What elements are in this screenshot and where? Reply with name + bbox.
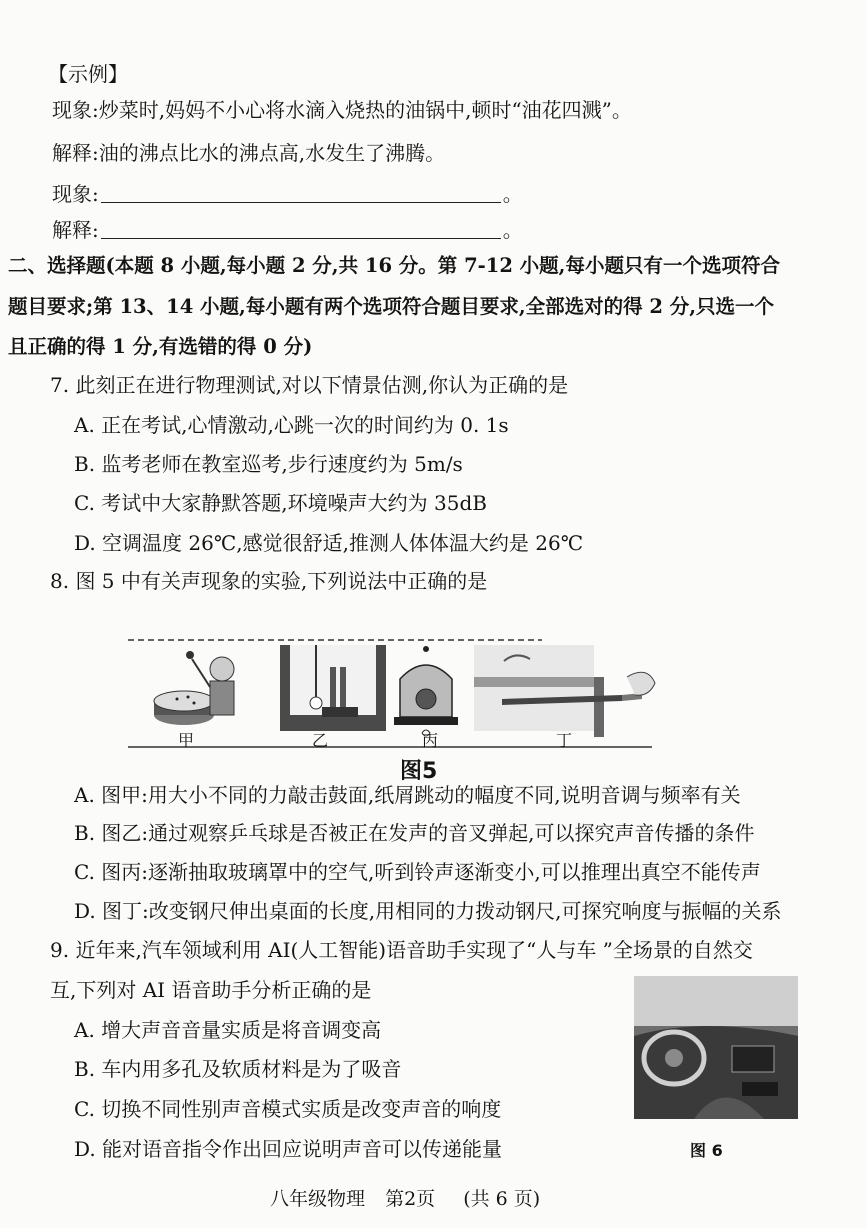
q9-option-c: C. 切换不同性别声音模式实质是改变声音的响度 bbox=[74, 1097, 502, 1121]
q9-option-a: A. 增大声音音量实质是将音调变高 bbox=[74, 1018, 382, 1042]
q9-stem-line2: 互,下列对 AI 语音助手分析正确的是 bbox=[50, 978, 372, 1002]
q8-stem: 8. 图 5 中有关声现象的实验,下列说法中正确的是 bbox=[50, 569, 488, 593]
fill-explanation-blank bbox=[101, 220, 501, 239]
tuning-fork-figure bbox=[280, 645, 386, 731]
section2-line1: 二、选择题(本题 8 小题,每小题 2 分,共 16 分。第 7-12 小题,每小题只有一个选项符合 bbox=[8, 254, 780, 277]
figure-5 bbox=[122, 637, 672, 749]
q8-option-a: A. 图甲:用大小不同的力敲击鼓面,纸屑跳动的幅度不同,说明音调与频率有关 bbox=[74, 783, 741, 807]
q7-option-b: B. 监考老师在教室巡考,步行速度约为 5m/s bbox=[74, 452, 463, 476]
ruler-figure bbox=[474, 645, 655, 737]
fill-phenomenon-period: 。 bbox=[502, 182, 523, 206]
section2-line2: 题目要求;第 13、14 小题,每小题有两个选项符合题目要求,全部选对的得 2 分,只选一个 bbox=[8, 295, 775, 318]
footer-subject: 八年级物理 bbox=[270, 1188, 366, 1210]
footer-total: (共 6 页) bbox=[463, 1188, 541, 1210]
example-phenomenon: 现象:炒菜时,妈妈不小心将水滴入烧热的油锅中,顿时“油花四溅”。 bbox=[52, 98, 632, 122]
q8-option-c: C. 图丙:逐渐抽取玻璃罩中的空气,听到铃声逐渐变小,可以推理出真空不能传声 bbox=[74, 860, 761, 884]
figure-5-label-jia: 甲 bbox=[178, 731, 195, 750]
q8-option-d: D. 图丁:改变钢尺伸出桌面的长度,用相同的力拨动钢尺,可探究响度与振幅的关系 bbox=[74, 899, 782, 923]
figure-6-car-interior-photo bbox=[634, 976, 798, 1119]
figure-5-label-ding: 丁 bbox=[556, 731, 573, 750]
q7-option-d: D. 空调温度 26℃,感觉很舒适,推测人体体温大约是 26℃ bbox=[74, 531, 584, 555]
fill-phenomenon-label: 现象: bbox=[52, 182, 99, 206]
fill-phenomenon-blank bbox=[101, 184, 501, 203]
footer-page: 第2页 bbox=[385, 1188, 436, 1210]
fill-phenomenon-row bbox=[52, 180, 523, 208]
q9-option-b: B. 车内用多孔及软质材料是为了吸音 bbox=[74, 1057, 402, 1081]
fill-explanation-period: 。 bbox=[502, 218, 523, 242]
figure-5-label-bing: 丙 bbox=[422, 731, 439, 750]
fill-explanation-label: 解释: bbox=[52, 218, 99, 242]
q7-option-c: C. 考试中大家静默答题,环境噪声大约为 35dB bbox=[74, 491, 487, 515]
figure-5-caption: 图5 bbox=[400, 759, 438, 784]
q9-stem-line1: 9. 近年来,汽车领域利用 AI(人工智能)语音助手实现了“人与车 ”全场景的自然交 bbox=[50, 938, 753, 962]
q8-option-b: B. 图乙:通过观察乒乓球是否被正在发声的音叉弹起,可以探究声音传播的条件 bbox=[74, 821, 755, 845]
figure-6-caption: 图 6 bbox=[690, 1141, 723, 1160]
fill-explanation-row bbox=[52, 216, 523, 244]
example-header: 【示例】 bbox=[48, 62, 128, 86]
q7-option-a: A. 正在考试,心情激动,心跳一次的时间约为 0. 1s bbox=[74, 413, 509, 437]
q7-stem: 7. 此刻正在进行物理测试,对以下情景估测,你认为正确的是 bbox=[50, 373, 569, 397]
footer bbox=[270, 1184, 540, 1211]
drum-figure bbox=[154, 651, 234, 725]
figure-5-label-yi: 乙 bbox=[312, 731, 329, 750]
bell-jar-figure bbox=[394, 646, 458, 736]
section2-line3: 且正确的得 1 分,有选错的得 0 分) bbox=[8, 335, 313, 358]
example-explanation: 解释:油的沸点比水的沸点高,水发生了沸腾。 bbox=[52, 141, 446, 165]
figure-5-drawing bbox=[122, 637, 672, 749]
q9-option-d: D. 能对语音指令作出回应说明声音可以传递能量 bbox=[74, 1137, 503, 1161]
